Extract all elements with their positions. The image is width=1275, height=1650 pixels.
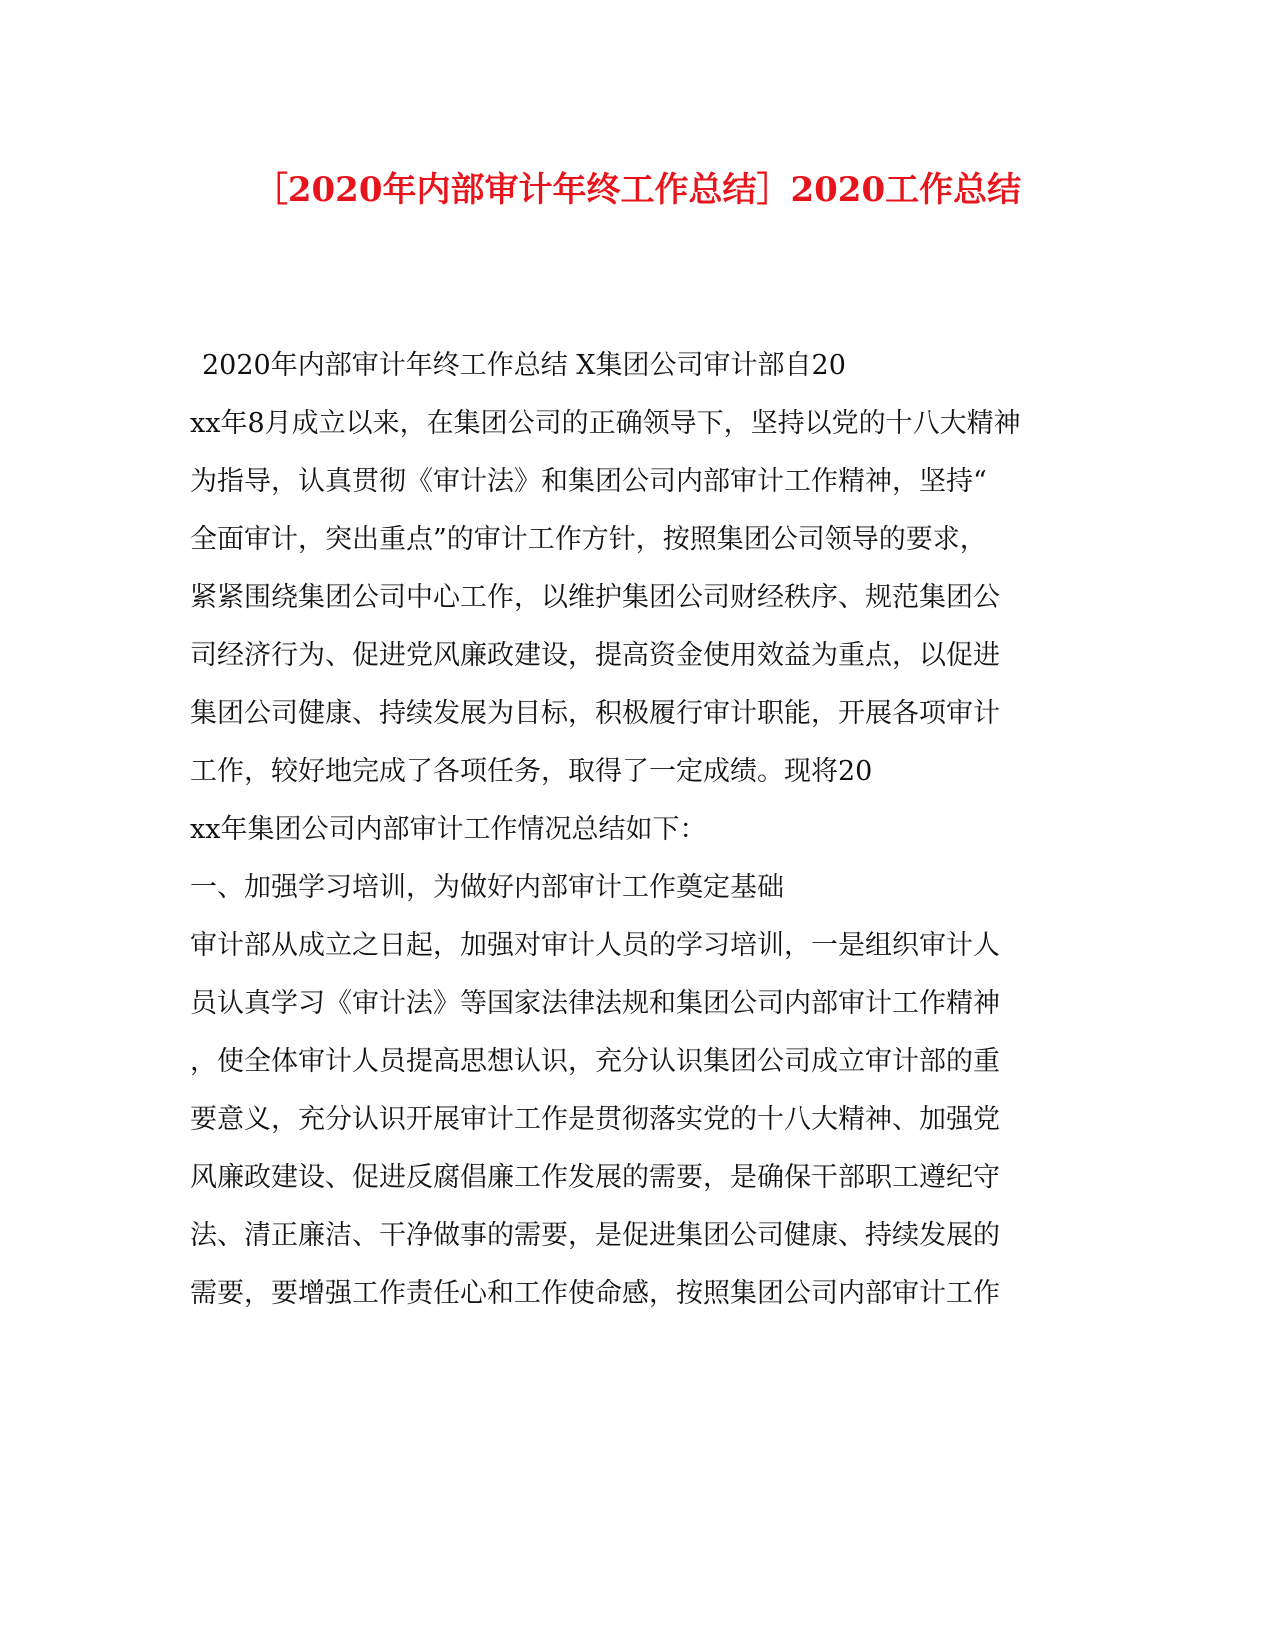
body-line: 全面审计，突出重点”的审计工作方针，按照集团公司领导的要求， bbox=[190, 524, 987, 555]
body-line: 集团公司健康、持续发展为目标，积极履行审计职能，开展各项审计 bbox=[190, 698, 1000, 729]
body-line: ，使全体审计人员提高思想认识，充分认识集团公司成立审计部的重 bbox=[190, 1046, 1000, 1077]
body-line: 司经济行为、促进党风廉政建设，提高资金使用效益为重点，以促进 bbox=[190, 640, 1000, 671]
body-line: 审计部从成立之日起，加强对审计人员的学习培训，一是组织审计人 bbox=[190, 930, 1000, 961]
body-line: 为指导，认真贯彻《审计法》和集团公司内部审计工作精神，坚持“ bbox=[190, 466, 987, 497]
body-line: 风廉政建设、促进反腐倡廉工作发展的需要，是确保干部职工遵纪守 bbox=[190, 1162, 1000, 1193]
document-body bbox=[190, 346, 1090, 1332]
section-heading: 一、加强学习培训，为做好内部审计工作奠定基础 bbox=[190, 872, 784, 903]
body-line: 需要，要增强工作责任心和工作使命感，按照集团公司内部审计工作 bbox=[190, 1278, 1000, 1309]
body-line: xx年集团公司内部审计工作情况总结如下： bbox=[190, 814, 707, 845]
body-line: xx年8月成立以来，在集团公司的正确领导下，坚持以党的十八大精神 bbox=[190, 408, 1021, 439]
body-line: 要意义，充分认识开展审计工作是贯彻落实党的十八大精神、加强党 bbox=[190, 1104, 1000, 1135]
body-line: 法、清正廉洁、干净做事的需要，是促进集团公司健康、持续发展的 bbox=[190, 1220, 1000, 1251]
body-line: 工作，较好地完成了各项任务，取得了一定成绩。现将20 bbox=[190, 756, 873, 787]
body-line: 员认真学习《审计法》等国家法律法规和集团公司内部审计工作精神 bbox=[190, 988, 1000, 1019]
body-line: 紧紧围绕集团公司中心工作，以维护集团公司财经秩序、规范集团公 bbox=[190, 582, 1000, 613]
body-line: 2020年内部审计年终工作总结 X集团公司审计部自20 bbox=[202, 350, 846, 381]
document-title: ［2020年内部审计年终工作总结］2020工作总结 bbox=[253, 170, 1022, 210]
